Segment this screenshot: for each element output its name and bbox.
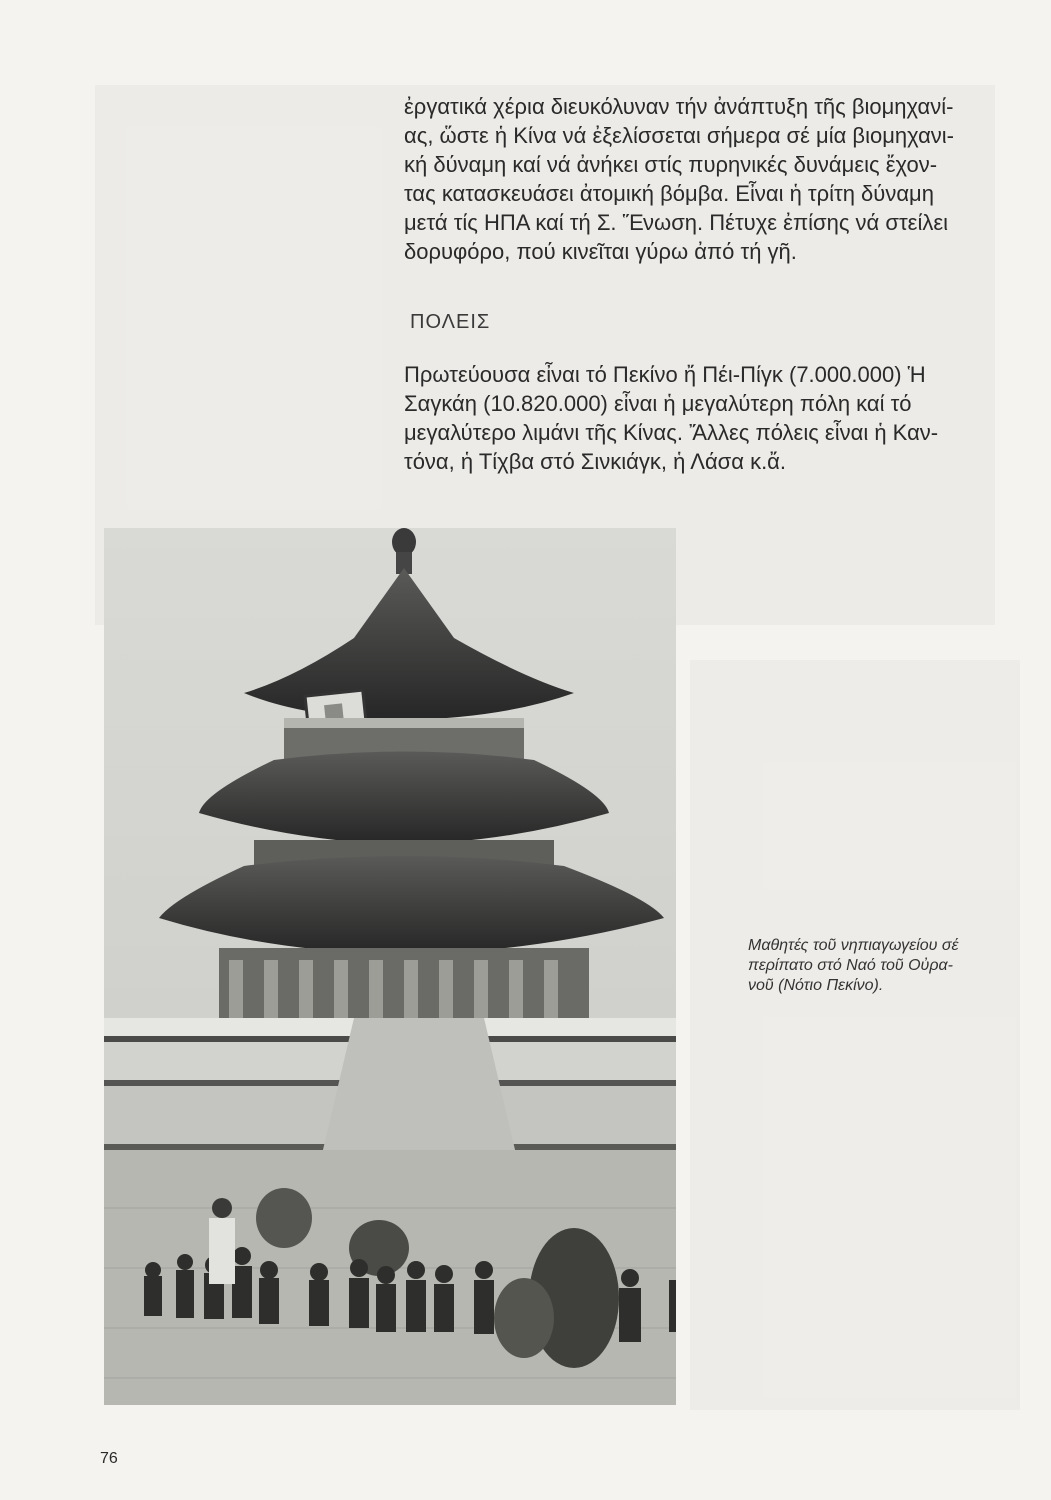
text-line: μεγαλύτερο λιμάνι τῆς Κίνας. Ἄλλες πόλεις εἶναι ἡ Καν- — [404, 420, 939, 445]
text-line: μετά τίς ΗΠΑ καί τή Σ. Ἕνωση. Πέτυχε ἐπίσης νά στείλει — [404, 210, 949, 235]
text-line: Σαγκάη (10.820.000) εἶναι ἡ μεγαλύτερη πόλη καί τό — [404, 391, 912, 416]
body-paragraph-2 — [404, 360, 1004, 476]
caption-line: περίπατο στό Ναό τοῦ Οὐρα- — [748, 957, 953, 974]
photo-caption — [748, 936, 998, 996]
page-number: 76 — [100, 1450, 118, 1467]
text-line: τας κατασκευάσει ἀτομική βόμβα. Εἶναι ἡ τρίτη δύναμη — [404, 181, 934, 206]
text-line: τόνα, ἡ Τίχβα στό Σινκιάγκ, ἡ Λάσα κ.ἄ. — [404, 449, 787, 474]
text-line: ἐργατικά χέρια διευκόλυναν τήν ἀνάπτυξη τῆς βιομηχανί- — [404, 94, 954, 119]
caption-line: Μαθητές τοῦ νηπιαγωγείου σέ — [748, 937, 959, 954]
body-paragraph-1 — [404, 92, 1014, 266]
text-line: κή δύναμη καί νά ἀνήκει στίς πυρηνικές δυνάμεις ἔχον- — [404, 152, 938, 177]
text-line: ας, ὥστε ἡ Κίνα νά ἐξελίσσεται σήμερα σέ μία βιομηχανι- — [404, 123, 955, 148]
text-line: δορυφόρο, πού κινεῖται γύρω ἀπό τή γῆ. — [404, 239, 797, 264]
temple-of-heaven-photo — [104, 528, 676, 1405]
show-through-shadow-lower — [690, 660, 1020, 1410]
text-line: Πρωτεύουσα εἶναι τό Πεκίνο ἤ Πέι-Πίγκ (7.000.000) Ἡ — [404, 362, 926, 387]
caption-line: νοῦ (Νότιο Πεκίνο). — [748, 977, 884, 994]
section-heading: ΠΟΛΕΙΣ — [410, 311, 491, 333]
